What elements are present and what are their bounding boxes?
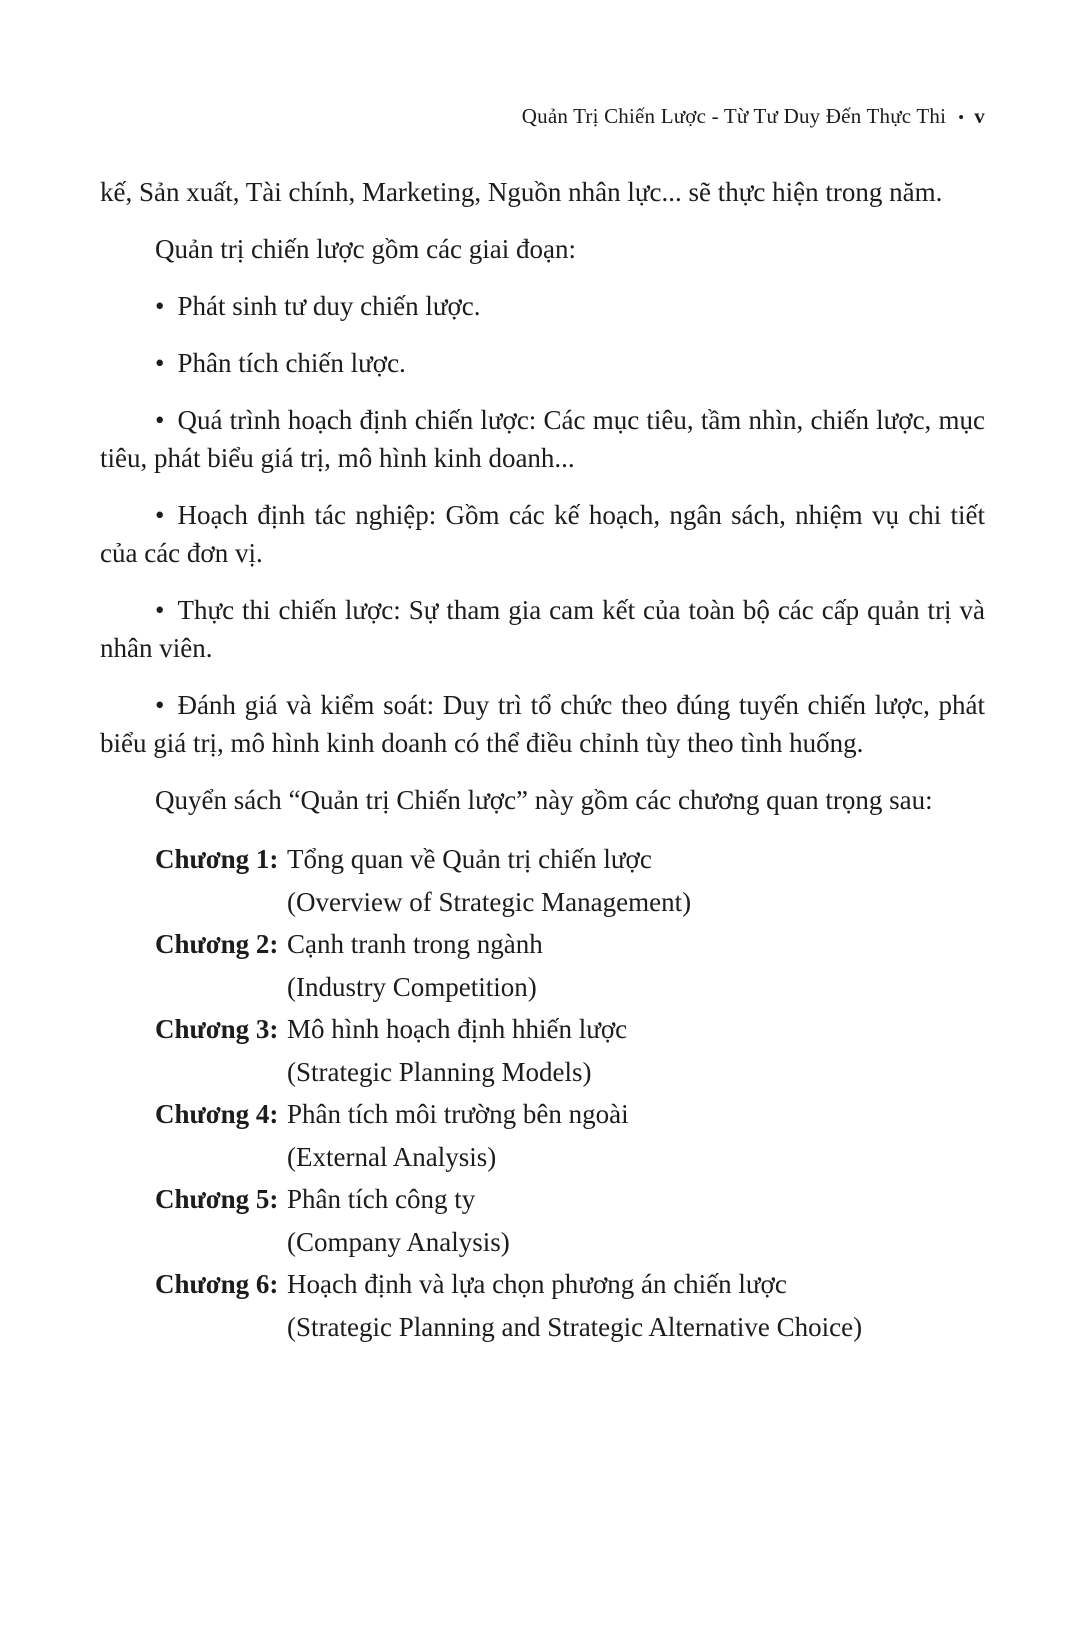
chapter-subtitle-en: (External Analysis) — [287, 1141, 497, 1172]
page-header — [100, 103, 985, 131]
chapter-entry — [155, 1093, 985, 1178]
chapter-subtitle-en: (Strategic Planning Models) — [287, 1056, 592, 1087]
bullet-icon: • — [155, 595, 165, 625]
running-title: Quản Trị Chiến Lược - Từ Tư Duy Đến Thực Thi — [521, 104, 947, 128]
chapter-entry — [155, 923, 985, 1008]
chapter-label: Chương 2: — [155, 929, 279, 959]
bullet-text: Hoạch định tác nghiệp: Gồm các kế hoạch, ngân sách, nhiệm vụ chi tiết của các đơn vị. — [100, 500, 985, 568]
chapter-label: Chương 6: — [155, 1269, 279, 1299]
chapter-subtitle-en: (Strategic Planning and Strategic Alternative Choice) — [287, 1311, 863, 1342]
chapter-label: Chương 1: — [155, 844, 279, 874]
chapter-label: Chương 3: — [155, 1014, 279, 1044]
page-number: v — [974, 104, 985, 128]
chapter-title: Phân tích công ty — [287, 1184, 476, 1214]
bullet-item — [100, 401, 985, 477]
paragraph-continuation: kế, Sản xuất, Tài chính, Marketing, Nguồn nhân lực... sẽ thực hiện trong năm. — [100, 177, 943, 207]
chapter-entry — [155, 1008, 985, 1093]
bullet-icon: • — [155, 291, 165, 321]
bullet-text: Phát sinh tư duy chiến lược. — [177, 291, 481, 321]
bullet-item — [100, 496, 985, 572]
bullet-text: Đánh giá và kiểm soát: Duy trì tổ chức theo đúng tuyến chiến lược, phát biểu giá trị, mô hình kinh doanh có thể điều chỉnh tùy theo tình huống. — [100, 690, 985, 758]
chapter-label: Chương 5: — [155, 1184, 279, 1214]
bullet-text: Phân tích chiến lược. — [177, 348, 406, 378]
bullet-text: Quá trình hoạch định chiến lược: Các mục tiêu, tầm nhìn, chiến lược, mục tiêu, phát biểu giá trị, mô hình kinh doanh... — [100, 405, 985, 473]
chapter-title: Tổng quan về Quản trị chiến lược — [287, 844, 652, 874]
bullet-icon: • — [155, 405, 165, 435]
bullet-item — [100, 591, 985, 667]
bullet-icon: • — [155, 690, 165, 720]
paragraph-stages-intro: Quản trị chiến lược gồm các giai đoạn: — [155, 234, 577, 264]
chapter-entry — [155, 1178, 985, 1263]
paragraph-book-intro: Quyển sách “Quản trị Chiến lược” này gồm các chương quan trọng sau: — [155, 785, 933, 815]
chapter-subtitle-en: (Industry Competition) — [287, 971, 537, 1002]
chapter-subtitle-en: (Company Analysis) — [287, 1226, 510, 1257]
chapter-title: Mô hình hoạch định hhiến lược — [287, 1014, 628, 1044]
bullet-item — [100, 287, 985, 325]
bullet-item — [100, 686, 985, 762]
bullet-item — [100, 344, 985, 382]
chapter-entry — [155, 1263, 985, 1348]
chapter-title: Hoạch định và lựa chọn phương án chiến lược — [287, 1269, 787, 1299]
header-separator: • — [958, 108, 965, 127]
chapter-entry — [155, 838, 985, 923]
chapter-title: Phân tích môi trường bên ngoài — [287, 1099, 629, 1129]
bullet-text: Thực thi chiến lược: Sự tham gia cam kết của toàn bộ các cấp quản trị và nhân viên. — [100, 595, 985, 663]
bullet-icon: • — [155, 500, 165, 530]
chapter-label: Chương 4: — [155, 1099, 279, 1129]
chapter-subtitle-en: (Overview of Strategic Management) — [287, 886, 692, 917]
chapter-list — [155, 838, 985, 1348]
chapter-title: Cạnh tranh trong ngành — [287, 929, 543, 959]
bullet-icon: • — [155, 348, 165, 378]
